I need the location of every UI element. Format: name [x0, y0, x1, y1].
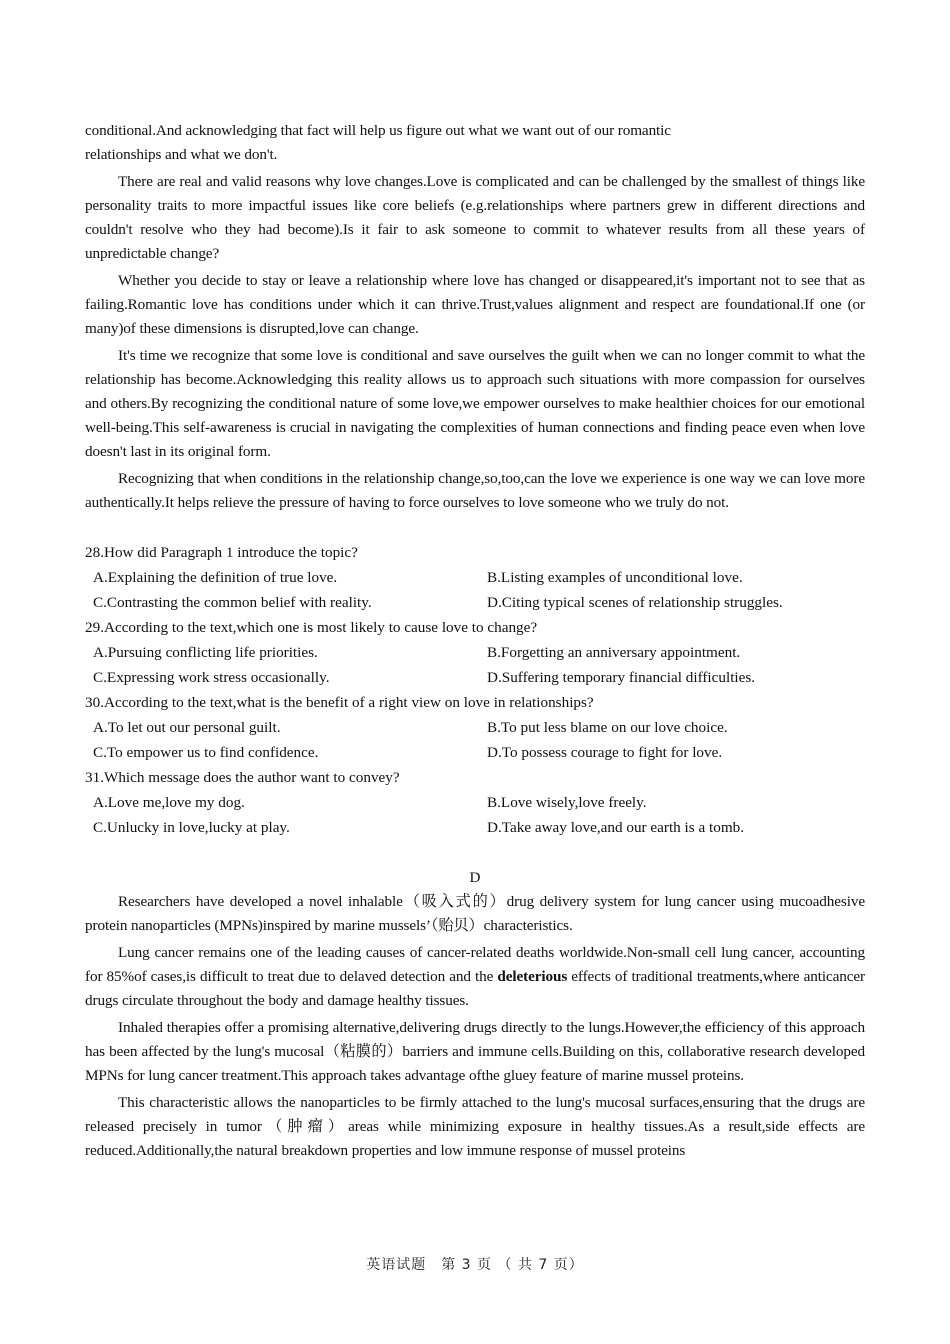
- passage-c-paragraph-4: It's time we recognize that some love is conditional and save ourselves the guilt when we can no longer commit to what the relationship has become.Acknowledging this reality allows us to approach such situations with more compassion for ourselves and others.By recognizing the conditional nature of some love,we empower ourselves to make healthier choices for our emotional well-being.This self-awareness is crucial in navigating the complexities of human connections and finding peace even when love doesn't last in its original form.: [85, 347, 865, 460]
- option-row: [85, 715, 865, 740]
- passage-d-paragraph-1: Researchers have developed a novel inhalable（吸入式的）drug delivery system for lung cancer using mucoadhesive protein nanoparticles (MPNs)inspired by marine mussels’（贻贝）characteristics.: [85, 893, 865, 934]
- passage-d: [85, 866, 865, 1163]
- paragraph-line: relationships and what we don't.: [85, 146, 278, 163]
- paragraph-text: effects of traditional treatments,where anticancer drugs circulate throughout the body and damage healthy tissues.: [85, 968, 865, 1009]
- option-c: C.Unlucky in love,lucky at play.: [93, 819, 290, 836]
- question-stem: 28.How did Paragraph 1 introduce the topic?: [85, 544, 358, 561]
- option-a: A.Pursuing conflicting life priorities.: [93, 644, 318, 661]
- question-stem: 29.According to the text,which one is most likely to cause love to change?: [85, 619, 538, 636]
- option-b: B.Forgetting an anniversary appointment.: [487, 644, 741, 661]
- option-row: [85, 640, 865, 665]
- question-29: [85, 615, 865, 690]
- option-row: [85, 565, 865, 590]
- exam-page: [85, 119, 865, 1163]
- paragraph-line: conditional.And acknowledging that fact will help us figure out what we want out of our romantic: [85, 122, 671, 139]
- passage-c: [85, 119, 865, 515]
- option-row: [85, 740, 865, 765]
- option-row: [85, 790, 865, 815]
- option-c: C.Contrasting the common belief with reality.: [93, 594, 372, 611]
- question-stem: 30.According to the text,what is the benefit of a right view on love in relationships?: [85, 694, 594, 711]
- option-d: D.Citing typical scenes of relationship struggles.: [487, 594, 783, 611]
- option-b: B.Listing examples of unconditional love.: [487, 569, 743, 586]
- question-28: [85, 540, 865, 615]
- question-list: [85, 540, 865, 840]
- option-row: [85, 665, 865, 690]
- option-a: A.Love me,love my dog.: [93, 794, 245, 811]
- passage-c-paragraph-1: [85, 119, 865, 167]
- option-c: C.To empower us to find confidence.: [93, 744, 319, 761]
- paragraph-text: Lung cancer remains one of the leading causes of cancer-related deaths worldwide.Non-small cell lung cancer, accounting for 85%of cases,is difficult to treat due to delaved detection and the: [85, 944, 865, 985]
- passage-d-paragraph-4: This characteristic allows the nanoparticles to be firmly attached to the lung's mucosal surfaces,ensuring that the drugs are released precisely in tumor（肿瘤）areas while minimizing exposure in healthy tissues.As a result,side effects are reduced.Additionally,the natural breakdown properties and low immune response of mussel proteins: [85, 1094, 865, 1159]
- option-a: A.To let out our personal guilt.: [93, 719, 281, 736]
- passage-c-paragraph-5: Recognizing that when conditions in the relationship change,so,too,can the love we experience is one way we can love more authentically.It helps relieve the pressure of having to force ourselves to love someone who we truly do not.: [85, 470, 865, 511]
- question-stem: 31.Which message does the author want to convey?: [85, 769, 400, 786]
- question-30: [85, 690, 865, 765]
- page-footer: 英语试题 第 3 页 （ 共 7 页）: [366, 1257, 584, 1273]
- passage-d-paragraph-2: [85, 941, 865, 1013]
- question-31: [85, 765, 865, 840]
- option-b: B.To put less blame on our love choice.: [487, 719, 728, 736]
- highlighted-word: deleterious: [497, 968, 568, 985]
- passage-c-paragraph-2: There are real and valid reasons why love changes.Love is complicated and can be challenged by the smallest of things like personality traits to more impactful issues like core beliefs (e.g.relationships where partners grew in different directions and couldn't resolve who they had become).Is it fair to ask someone to commit to whatever results from all these years of unpredictable change?: [85, 173, 865, 262]
- option-row: [85, 590, 865, 615]
- option-a: A.Explaining the definition of true love.: [93, 569, 338, 586]
- passage-c-paragraph-3: Whether you decide to stay or leave a relationship where love has changed or disappeared,it's important not to see that as failing.Romantic love has conditions under which it can thrive.Trust,values alignment and respect are foundational.If one (or many)of these dimensions is disrupted,love can change.: [85, 272, 865, 337]
- option-c: C.Expressing work stress occasionally.: [93, 669, 330, 686]
- option-b: B.Love wisely,love freely.: [487, 794, 647, 811]
- option-d: D.To possess courage to fight for love.: [487, 744, 723, 761]
- option-row: [85, 815, 865, 840]
- option-d: D.Suffering temporary financial difficulties.: [487, 669, 756, 686]
- option-d: D.Take away love,and our earth is a tomb.: [487, 819, 745, 836]
- passage-d-paragraph-3: Inhaled therapies offer a promising alternative,delivering drugs directly to the lungs.However,the efficiency of this approach has been affected by the lung's mucosal（粘膜的）barriers and immune cells.Building on this, collaborative research developed MPNs for lung cancer treatment.This approach takes advantage ofthe gluey feature of marine mussel proteins.: [85, 1019, 865, 1084]
- section-heading-d: D: [469, 869, 481, 886]
